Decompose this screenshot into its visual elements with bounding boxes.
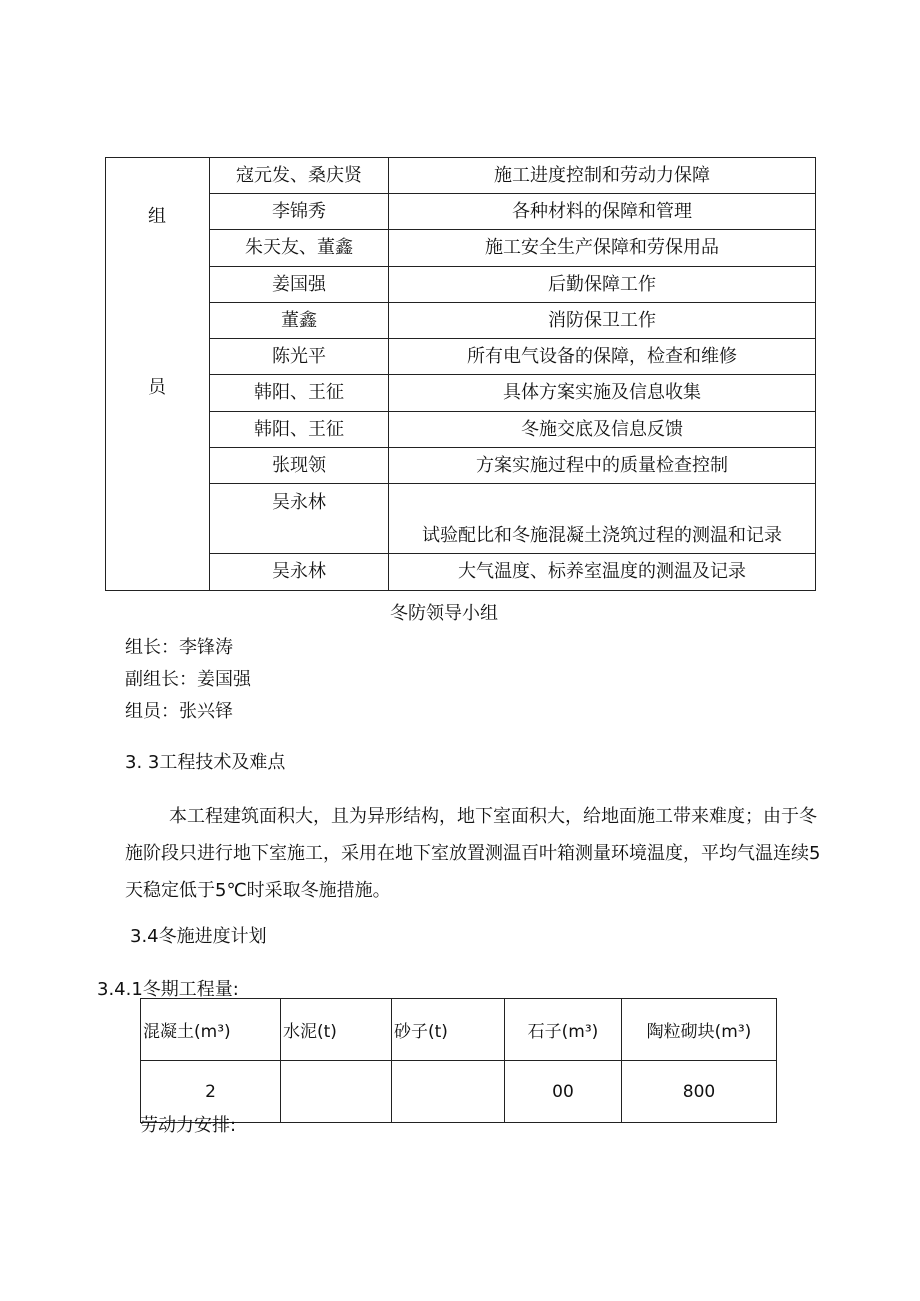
table-row [106,554,816,591]
vice-leader-line: 副组长：姜国强 [125,669,251,690]
section-3-3-heading: 3. 3工程技术及难点 [125,752,286,773]
table-row [106,303,816,339]
member-name: 董鑫 [210,303,389,339]
member-duty: 试验配比和冬施混凝土浇筑过程的测温和记录 [389,484,816,554]
member-name: 吴永林 [210,554,389,591]
member-name: 韩阳、王征 [210,412,389,448]
member-line: 组员：张兴铎 [125,701,233,722]
member-duty: 所有电气设备的保障，检查和维修 [389,339,816,375]
header-ceramsite-block: 陶粒砌块(m³) [622,999,777,1061]
member-name: 陈光平 [210,339,389,375]
roles-table [105,157,816,591]
value-sand [392,1061,505,1123]
member-duty: 施工进度控制和劳动力保障 [389,158,816,194]
table-row [106,230,816,267]
member-duty: 冬施交底及信息反馈 [389,412,816,448]
section-3-4-heading: 3.4冬施进度计划 [130,926,267,947]
table-row [106,339,816,375]
table-row [106,484,816,554]
quantity-header-row [141,999,777,1061]
side-label-group: 组 [148,206,166,227]
value-ceramsite-block: 800 [622,1061,777,1123]
header-cement: 水泥(t) [281,999,392,1061]
table-row [106,194,816,230]
table-row [106,158,816,194]
member-duty: 具体方案实施及信息收集 [389,375,816,412]
section-3-4-1-heading: 3.4.1冬期工程量: [97,979,239,1000]
member-name: 韩阳、王征 [210,375,389,412]
leader-line: 组长：李锋涛 [125,637,233,658]
member-duty: 大气温度、标养室温度的测温及记录 [389,554,816,591]
value-concrete: 2 [141,1061,281,1123]
table-row [106,448,816,484]
member-duty: 方案实施过程中的质量检查控制 [389,448,816,484]
value-cement [281,1061,392,1123]
member-name: 张现领 [210,448,389,484]
member-duty: 各种材料的保障和管理 [389,194,816,230]
quantity-table [140,998,777,1123]
table-row [106,412,816,448]
member-name: 李锦秀 [210,194,389,230]
side-label-member: 员 [148,377,166,398]
header-sand: 砂子(t) [392,999,505,1061]
member-name: 寇元发、桑庆贤 [210,158,389,194]
member-duty: 后勤保障工作 [389,267,816,303]
member-name: 姜国强 [210,267,389,303]
header-concrete: 混凝土(m³) [141,999,281,1061]
labor-heading: 劳动力安排: [140,1115,237,1136]
table-row [106,267,816,303]
member-name: 吴永林 [210,484,389,554]
section-3-3-paragraph: 本工程建筑面积大，且为异形结构，地下室面积大，给地面施工带来难度；由于冬施阶段只进行地下室施工，采用在地下室放置测温百叶箱测量环境温度，平均气温连续5天稳定低于5℃时采取冬施措施。 [125,806,821,901]
table-caption: 冬防领导小组 [390,603,498,624]
member-duty: 施工安全生产保障和劳保用品 [389,230,816,267]
member-duty: 消防保卫工作 [389,303,816,339]
table-row [106,375,816,412]
value-stone: 00 [505,1061,622,1123]
member-name: 朱天友、董鑫 [210,230,389,267]
header-stone: 石子(m³) [505,999,622,1061]
